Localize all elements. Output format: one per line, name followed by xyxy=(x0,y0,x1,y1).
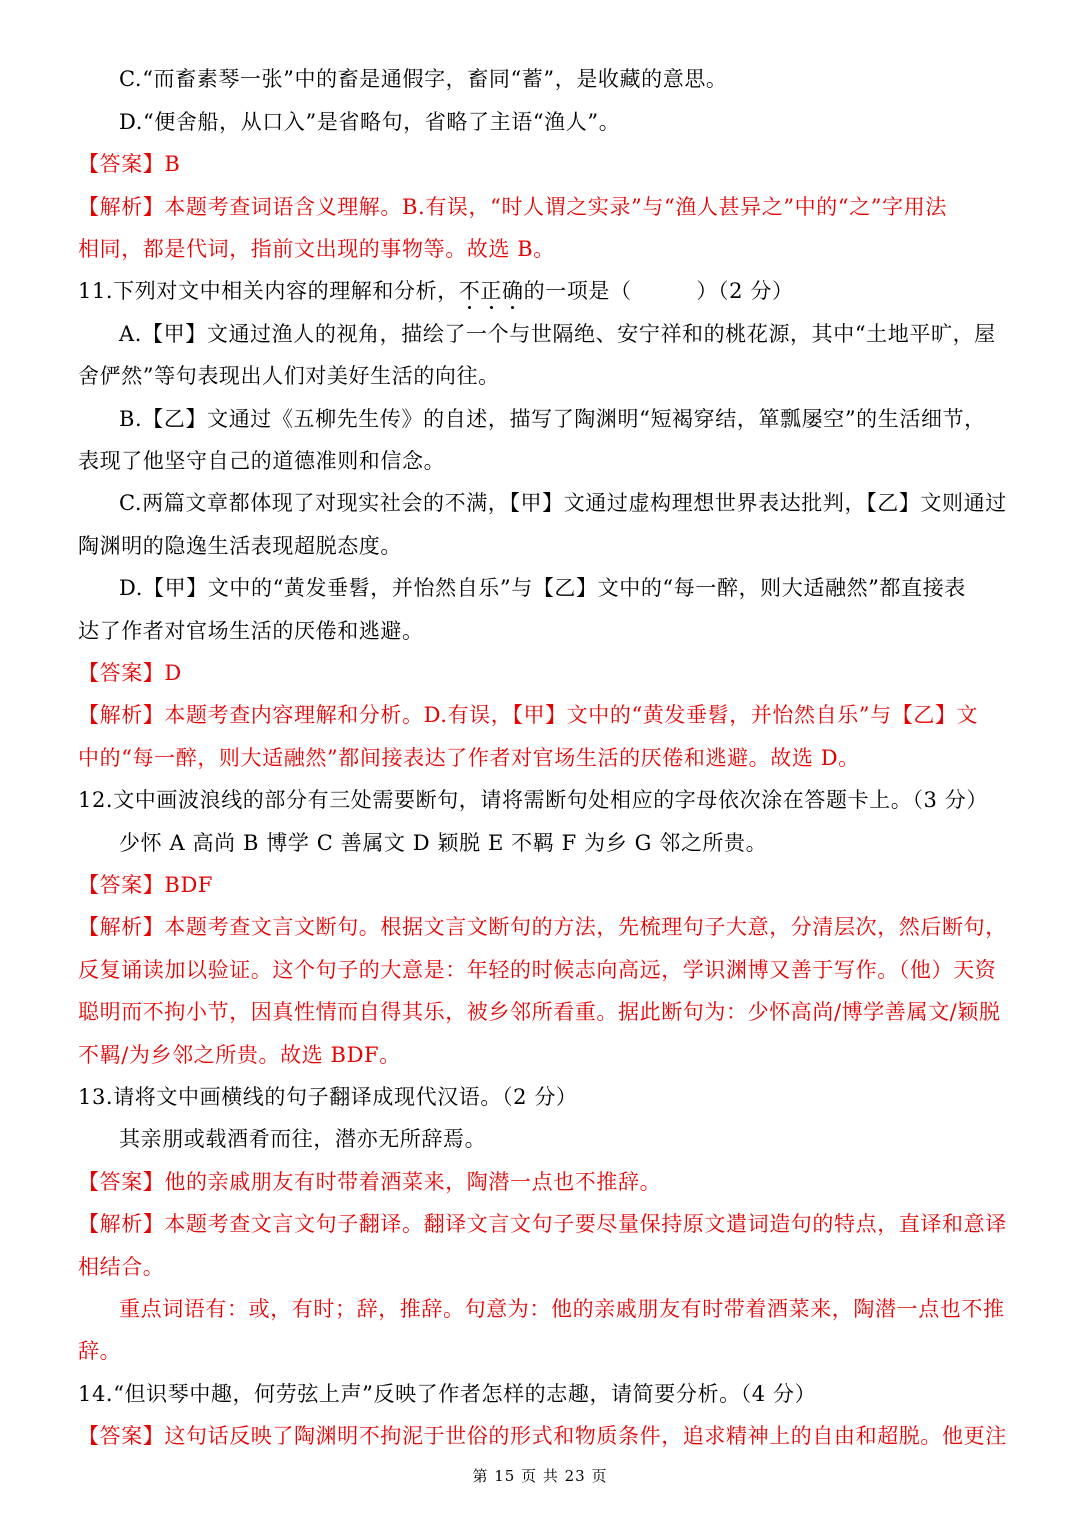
q11-stem-text: 11.下列对文中相关内容的理解和分析， xyxy=(78,279,459,303)
answer-label: 【答案】 xyxy=(78,1170,165,1194)
q11-answer xyxy=(78,658,1008,688)
q10-option-d: D.“便舍船，从口入”是省略句，省略了主语“渔人”。 xyxy=(119,110,621,134)
q12-analysis-line-4: 不羁/为乡邻之所贵。故选 BDF。 xyxy=(78,1043,401,1067)
analysis-label: 【解析】 xyxy=(78,1212,165,1236)
q13-answer-value: 他的亲戚朋友有时带着酒菜来，陶潜一点也不推辞。 xyxy=(164,1170,662,1194)
q12-analysis-text: 本题考查文言文断句。根据文言文断句的方法，先梳理句子大意，分清层次，然后断句， xyxy=(164,915,1007,939)
q11-option-a-line-1: A.【甲】文通过渔人的视角，描绘了一个与世隔绝、安宁祥和的桃花源，其中“土地平旷，屋 xyxy=(119,322,996,346)
answer-label: 【答案】 xyxy=(78,152,165,176)
q11-option-b-line-1: B.【乙】文通过《五柳先生传》的自述，描写了陶渊明“短褐穿结，箪瓢屡空”的生活细节， xyxy=(119,407,986,431)
emphasis-char: 不 xyxy=(459,276,481,306)
q13-answer xyxy=(78,1167,1008,1197)
q13-key-words-line-1: 重点词语有：或，有时；辞，推辞。句意为：他的亲戚朋友有时带着酒菜来，陶潜一点也不推 xyxy=(119,1297,1005,1321)
answer-label: 【答案】 xyxy=(78,661,165,685)
q10-analysis-text: 本题考查词语含义理解。B.有误，“时人谓之实录”与“渔人甚异之”中的“之”字用法 xyxy=(164,195,947,219)
q11-option-a-line-2: 舍俨然”等句表现出人们对美好生活的向往。 xyxy=(78,364,500,388)
q11-analysis-line-2: 中的“每一醉，则大适融然”都间接表达了作者对官场生活的厌倦和逃避。故选 D。 xyxy=(78,746,860,770)
analysis-label: 【解析】 xyxy=(78,195,165,219)
q14-answer-line-1 xyxy=(78,1421,1008,1451)
q13-stem: 13.请将文中画横线的句子翻译成现代汉语。（2 分） xyxy=(78,1085,578,1109)
q10-option-c: C.“而畜素琴一张”中的畜是通假字，畜同“蓄”，是收藏的意思。 xyxy=(119,67,728,91)
q12-analysis-line-2: 反复诵读加以验证。这个句子的大意是：年轻的时候志向高远，学识渊博又善于写作。（他）天资 xyxy=(78,958,997,982)
q13-passage: 其亲朋或载酒肴而往，潜亦无所辞焉。 xyxy=(119,1127,487,1151)
q13-analysis-line-1 xyxy=(78,1209,1008,1239)
emphasis-char: 正 xyxy=(480,276,502,306)
q11-option-d-line-2: 达了作者对官场生活的厌倦和逃避。 xyxy=(78,619,424,643)
q10-answer-value: B xyxy=(164,152,181,176)
analysis-label: 【解析】 xyxy=(78,703,165,727)
q11-option-c-line-1: C.两篇文章都体现了对现实社会的不满，【甲】文通过虚构理想世界表达批判，【乙】文则通过 xyxy=(119,491,1007,515)
emphasis-char: 确 xyxy=(502,276,524,306)
q10-analysis-line-2: 相同，都是代词，指前文出现的事物等。故选 B。 xyxy=(78,237,555,261)
page-footer: 第 15 页 共 23 页 xyxy=(472,1467,608,1485)
q11-option-c-line-2: 陶渊明的隐逸生活表现超脱态度。 xyxy=(78,534,402,558)
q14-answer-text: 这句话反映了陶渊明不拘泥于世俗的形式和物质条件，追求精神上的自由和超脱。他更注 xyxy=(164,1424,1007,1448)
q10-answer xyxy=(78,149,1008,179)
q13-analysis-text: 本题考查文言文句子翻译。翻译文言文句子要尽量保持原文遣词造句的特点，直译和意译 xyxy=(164,1212,1007,1236)
answer-label: 【答案】 xyxy=(78,1424,165,1448)
q11-answer-value: D xyxy=(164,661,182,685)
q13-key-words-line-2: 辞。 xyxy=(78,1339,122,1363)
q14-stem: 14.“但识琴中趣，何劳弦上声”反映了作者怎样的志趣，请简要分析。（4 分） xyxy=(78,1382,817,1406)
q11-analysis-text: 本题考查内容理解和分析。D.有误，【甲】文中的“黄发垂髫，并怡然自乐”与【乙】文 xyxy=(164,703,979,727)
q11-stem-tail: 的一项是（ ）（2 分） xyxy=(523,279,794,303)
q12-analysis-line-3: 聪明而不拘小节，因真性情而自得其乐，被乡邻所看重。据此断句为：少怀高尚/博学善属文/颖脱 xyxy=(78,1000,1001,1024)
q12-answer xyxy=(78,870,1008,900)
q11-analysis-line-1 xyxy=(78,700,1008,730)
q11-option-d-line-1: D.【甲】文中的“黄发垂髫，并怡然自乐”与【乙】文中的“每一醉，则大适融然”都直接表 xyxy=(119,576,966,600)
answer-label: 【答案】 xyxy=(78,873,165,897)
q12-stem: 12.文中画波浪线的部分有三处需要断句，请将需断句处相应的字母依次涂在答题卡上。（3 分） xyxy=(78,788,988,812)
q10-analysis-line-1 xyxy=(78,192,1008,222)
q12-analysis-line-1 xyxy=(78,912,1008,942)
analysis-label: 【解析】 xyxy=(78,915,165,939)
q12-answer-value: BDF xyxy=(164,873,214,897)
q13-analysis-line-2: 相结合。 xyxy=(78,1255,165,1279)
q11-stem xyxy=(78,276,1008,306)
q11-option-b-line-2: 表现了他坚守自己的道德准则和信念。 xyxy=(78,449,446,473)
q12-passage: 少怀 A 高尚 B 博学 C 善属文 D 颖脱 E 不羁 F 为乡 G 邻之所贵。 xyxy=(119,831,768,855)
